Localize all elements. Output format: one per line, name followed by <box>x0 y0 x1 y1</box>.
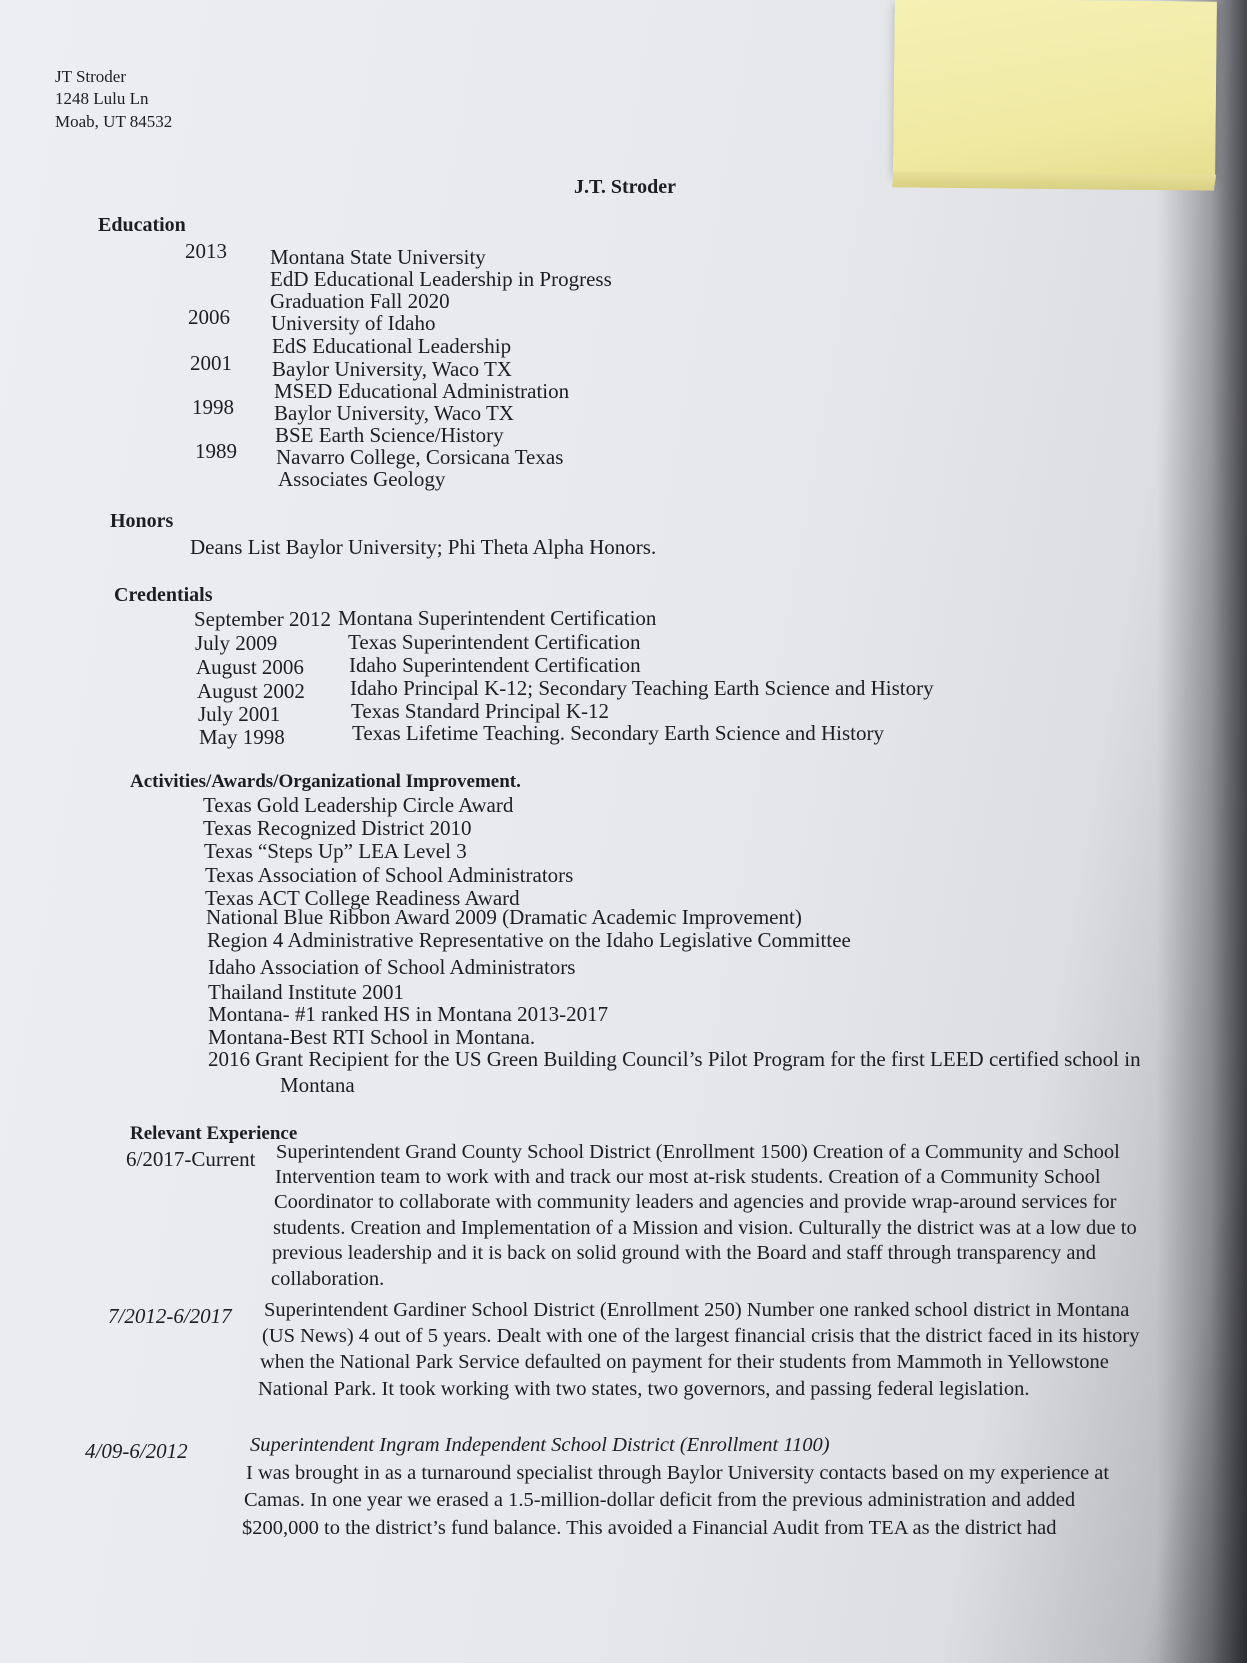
credential-desc: Texas Superintendent Certification <box>348 630 641 654</box>
activity-item: Texas Association of School Administrators <box>205 863 574 887</box>
activity-item: National Blue Ribbon Award 2009 (Dramatic Academic Improvement) <box>206 905 802 929</box>
education-line: Baylor University, Waco TX <box>272 357 512 381</box>
education-year: 1989 <box>195 439 237 463</box>
activity-item: Montana-Best RTI School in Montana. <box>208 1025 536 1049</box>
credential-desc: Idaho Superintendent Certification <box>349 653 641 677</box>
activities-heading: Activities/Awards/Organizational Improvement. <box>130 771 521 792</box>
page-edge-shadow <box>1157 0 1247 1663</box>
education-year: 2001 <box>190 351 232 375</box>
credential-date: July 2001 <box>198 702 281 726</box>
education-line: Montana State University <box>270 245 486 269</box>
education-line: Associates Geology <box>278 467 446 491</box>
activity-item: Region 4 Administrative Representative on the Idaho Legislative Committee <box>207 928 851 952</box>
experience-line: I was brought in as a turnaround specialist through Baylor University contacts based on my experience at <box>246 1462 1110 1484</box>
document-title: J.T. Stroder <box>574 176 677 198</box>
education-line: Baylor University, Waco TX <box>274 401 514 425</box>
education-year: 2013 <box>185 239 227 263</box>
experience-line: $200,000 to the district’s fund balance. This avoided a Financial Audit from TEA as the district had <box>242 1517 1057 1539</box>
credential-date: July 2009 <box>195 631 278 655</box>
experience-line: Camas. In one year we erased a 1.5-million-dollar deficit from the previous administration and added <box>244 1489 1076 1511</box>
education-line: EdS Educational Leadership <box>272 334 512 358</box>
credential-date: September 2012 <box>194 607 332 631</box>
activity-item: Texas Gold Leadership Circle Award <box>203 793 514 817</box>
credential-desc: Montana Superintendent Certification <box>338 606 657 630</box>
credential-desc: Texas Standard Principal K-12 <box>351 699 610 723</box>
honors-heading: Honors <box>110 510 174 532</box>
education-heading: Education <box>98 214 186 236</box>
activity-item: 2016 Grant Recipient for the US Green Building Council’s Pilot Program for the first LEED certified school in <box>208 1047 1141 1071</box>
experience-line: Coordinator to collaborate with community leaders and agencies and provide wrap-around services for <box>274 1191 1117 1213</box>
experience-dates: 7/2012-6/2017 <box>108 1304 232 1328</box>
experience-line: collaboration. <box>271 1268 385 1290</box>
credentials-heading: Credentials <box>114 584 213 606</box>
experience-heading: Relevant Experience <box>130 1123 298 1144</box>
experience-dates: 4/09-6/2012 <box>85 1439 188 1463</box>
activity-item: Thailand Institute 2001 <box>208 980 404 1004</box>
experience-line: National Park. It took working with two states, two governors, and passing federal legislation. <box>258 1378 1030 1400</box>
activity-item: Idaho Association of School Administrators <box>208 955 576 979</box>
education-year: 1998 <box>192 395 234 419</box>
experience-line: Superintendent Ingram Independent School District (Enrollment 1100) <box>250 1434 830 1456</box>
activity-item: Texas Recognized District 2010 <box>203 816 472 840</box>
education-line: University of Idaho <box>271 311 436 335</box>
education-line: MSED Educational Administration <box>274 379 570 403</box>
experience-line: Superintendent Grand County School District (Enrollment 1500) Creation of a Community and School <box>276 1141 1120 1163</box>
honors-text: Deans List Baylor University; Phi Theta Alpha Honors. <box>190 535 657 559</box>
credential-date: August 2006 <box>196 655 304 679</box>
credential-date: May 1998 <box>199 725 285 749</box>
address-name: JT Stroder <box>55 67 126 86</box>
sticky-note <box>893 0 1217 177</box>
activity-item: Texas “Steps Up” LEA Level 3 <box>204 839 467 863</box>
experience-line: when the National Park Service defaulted on payment for their students from Mammoth in Yellowstone <box>260 1351 1109 1373</box>
education-line: Graduation Fall 2020 <box>270 289 450 313</box>
experience-line: Intervention team to work with and track our most at-risk students. Creation of a Community School <box>275 1166 1101 1188</box>
activity-item: Texas ACT College Readiness Award <box>205 886 520 910</box>
education-line: BSE Earth Science/History <box>275 423 504 447</box>
experience-line: previous leadership and it is back on solid ground with the Board and staff through transparency and <box>272 1242 1096 1264</box>
credential-desc: Texas Lifetime Teaching. Secondary Earth Science and History <box>352 721 884 745</box>
education-year: 2006 <box>188 305 230 329</box>
activity-item: Montana <box>280 1073 355 1097</box>
credential-desc: Idaho Principal K-12; Secondary Teaching Earth Science and History <box>350 676 934 700</box>
experience-dates: 6/2017-Current <box>126 1147 256 1171</box>
experience-line: students. Creation and Implementation of a Mission and vision. Culturally the district was at a low due to <box>273 1217 1137 1239</box>
experience-line: (US News) 4 out of 5 years. Dealt with one of the largest financial crisis that the district faced in its history <box>262 1325 1140 1347</box>
education-line: Navarro College, Corsicana Texas <box>276 445 564 469</box>
activity-item: Montana- #1 ranked HS in Montana 2013-2017 <box>208 1002 609 1026</box>
address-city: Moab, UT 84532 <box>55 112 173 131</box>
address-street: 1248 Lulu Ln <box>55 89 149 108</box>
credential-date: August 2002 <box>197 679 305 703</box>
experience-line: Superintendent Gardiner School District (Enrollment 250) Number one ranked school district in Montana <box>264 1299 1130 1321</box>
education-line: EdD Educational Leadership in Progress <box>270 267 612 291</box>
